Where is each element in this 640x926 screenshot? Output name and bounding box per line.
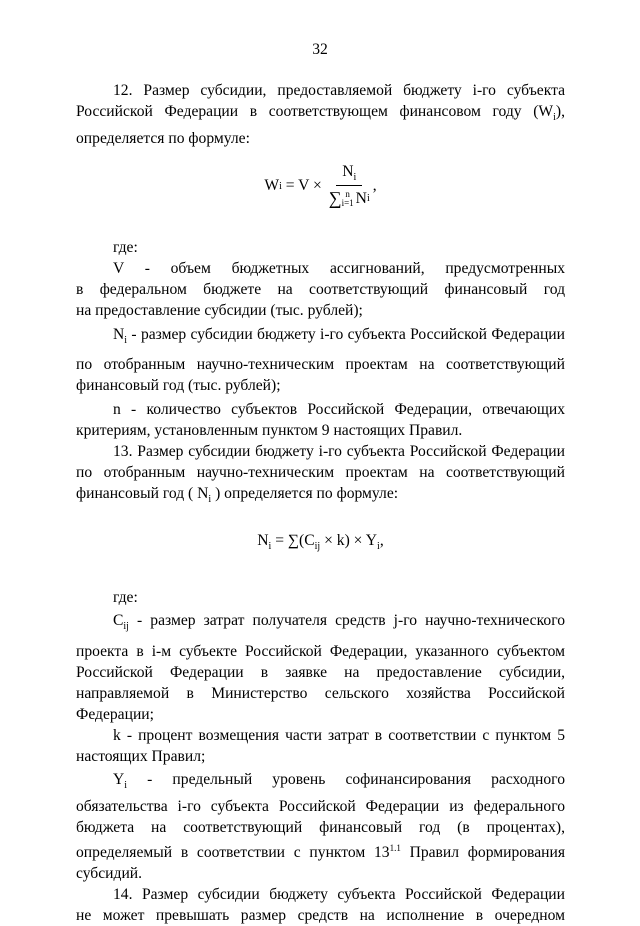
y-def-line2: обязательства i-го субъекта Российской Федерации из федерального (76, 797, 565, 815)
page-number: 32 (312, 41, 328, 58)
formula-w-numerator (336, 163, 362, 186)
sum-top: n (345, 188, 350, 199)
c-def-line4: направляемой в Министерство сельского хозяйства Российской (76, 684, 565, 702)
n-def-line3: финансовый год (тыс. рублей); (76, 377, 281, 395)
formula-w-eq: = V × (281, 177, 326, 195)
p13-line3b: ) определяется по формуле: (211, 485, 399, 503)
c-def-sym: C (113, 612, 124, 630)
den-n: N (355, 189, 367, 207)
p14-line1: 14. Размер субсидии бюджету субъекта Российской Федерации (113, 885, 565, 903)
p12-line2-text: Российской Федерации в соответствующем финансовом году (W (76, 103, 554, 120)
v-def-line2: в федеральном бюджете на соответствующий финансовый год (76, 281, 565, 299)
p13-line2: по отобранным научно-техническим проектам на соответствующий (76, 464, 565, 482)
y-def-line4b: Правил формирования (400, 843, 565, 861)
formula-w-denominator (329, 186, 370, 209)
c-def-line2: проекта в i-м субъекте Российской Федерации, указанного субъектом (76, 642, 565, 660)
c-def-line3: Российской Федерации в заявке на предоставление субсидии, (76, 663, 565, 681)
paragraph-13 (76, 441, 565, 510)
c-def-sym-sub: ij (123, 621, 129, 633)
formula-n-lhs-sub: i (268, 541, 272, 553)
y-def-sym: Y (113, 770, 125, 788)
p13-line1: 13. Размер субсидии бюджету i-го субъекта Российской Федерации (113, 443, 565, 461)
p12-line2-sub: i (553, 112, 556, 124)
formula-w-fraction (329, 163, 370, 209)
y-def-line1 (76, 769, 565, 796)
paragraph-12 (76, 80, 565, 149)
y-def-line1-text: - предельный уровень софинансирования расходного (127, 770, 565, 788)
n-def-line2: по отобранным научно-техническим проектам на соответствующий (76, 356, 565, 374)
k-def-line2: настоящих Правил; (76, 747, 206, 765)
formula-w (76, 163, 565, 209)
n-def-sym: N (113, 326, 125, 344)
p12-line2-end: ), (555, 103, 565, 120)
c-def-line1-text: - размер затрат получателя средств j-го научно-технического (128, 612, 565, 630)
y-def-line4 (76, 838, 565, 863)
formula-n (76, 530, 565, 557)
c-def-line1 (76, 610, 565, 637)
p13-line3a: финансовый год ( N (76, 485, 209, 503)
y-def-line3: бюджета на соответствующий финансовый год (в процентах), (76, 818, 565, 836)
p12-line2 (76, 101, 565, 128)
n-def-line1-text: - размер субсидии бюджету i-го субъекта Российской Федерации (127, 326, 565, 344)
formula-n-y-sub: i (377, 541, 380, 553)
p12-line1: 12. Размер субсидии, предоставляемой бюджету i-го субъекта (113, 82, 565, 99)
formula-n-mid: = ∑(C (271, 532, 315, 550)
count-def-line2: критериям, установленным пунктом 9 настоящих Правил. (76, 422, 463, 440)
n-def-sym-sub: i (124, 335, 128, 347)
formula-n-rest: × k) × Y (320, 532, 378, 550)
formula-w-lhs-sub: i (279, 180, 282, 192)
where-label-1: где: (113, 239, 138, 257)
p13-line3 (76, 483, 565, 510)
v-def-line1: V - объем бюджетных ассигнований, предусмотренных (113, 260, 565, 278)
sum-bottom: i=1 (341, 197, 354, 208)
formula-w-lhs: W (264, 177, 280, 195)
n-def-line1 (76, 324, 565, 351)
p14-line2: не может превышать размер средств на исполнение в очередном (76, 906, 565, 924)
den-n-sub: i (366, 193, 370, 205)
count-def-line1: n - количество субъектов Российской Федерации, отвечающих (113, 401, 565, 419)
where-label-2: где: (113, 589, 138, 607)
sum-limits (342, 190, 354, 208)
p12-line3: определяется по формуле: (76, 130, 250, 148)
v-def-line3: на предоставление субсидии (тыс. рублей); (76, 302, 363, 320)
k-def-line1: k - процент возмещения части затрат в соответствии с пунктом 5 (113, 726, 565, 744)
p13-line3-sub: i (208, 494, 212, 506)
num-n: N (342, 163, 354, 181)
y-def-line4a: определяемый в соответствии с пунктом 13 (76, 843, 390, 861)
formula-w-tail: , (372, 177, 377, 195)
c-def-line5: Федерации; (76, 705, 154, 723)
y-def-line5: субсидий. (76, 864, 143, 882)
formula-n-tail: , (379, 532, 384, 550)
num-n-sub: i (353, 172, 357, 184)
document-body (76, 80, 565, 926)
formula-n-c-sub: ij (314, 541, 321, 553)
y-def-sym-sub: i (124, 779, 128, 791)
y-def-line4-sup: 1.1 (389, 842, 401, 853)
formula-n-lhs: N (257, 532, 269, 550)
sum-symbol: ∑ (328, 188, 342, 209)
